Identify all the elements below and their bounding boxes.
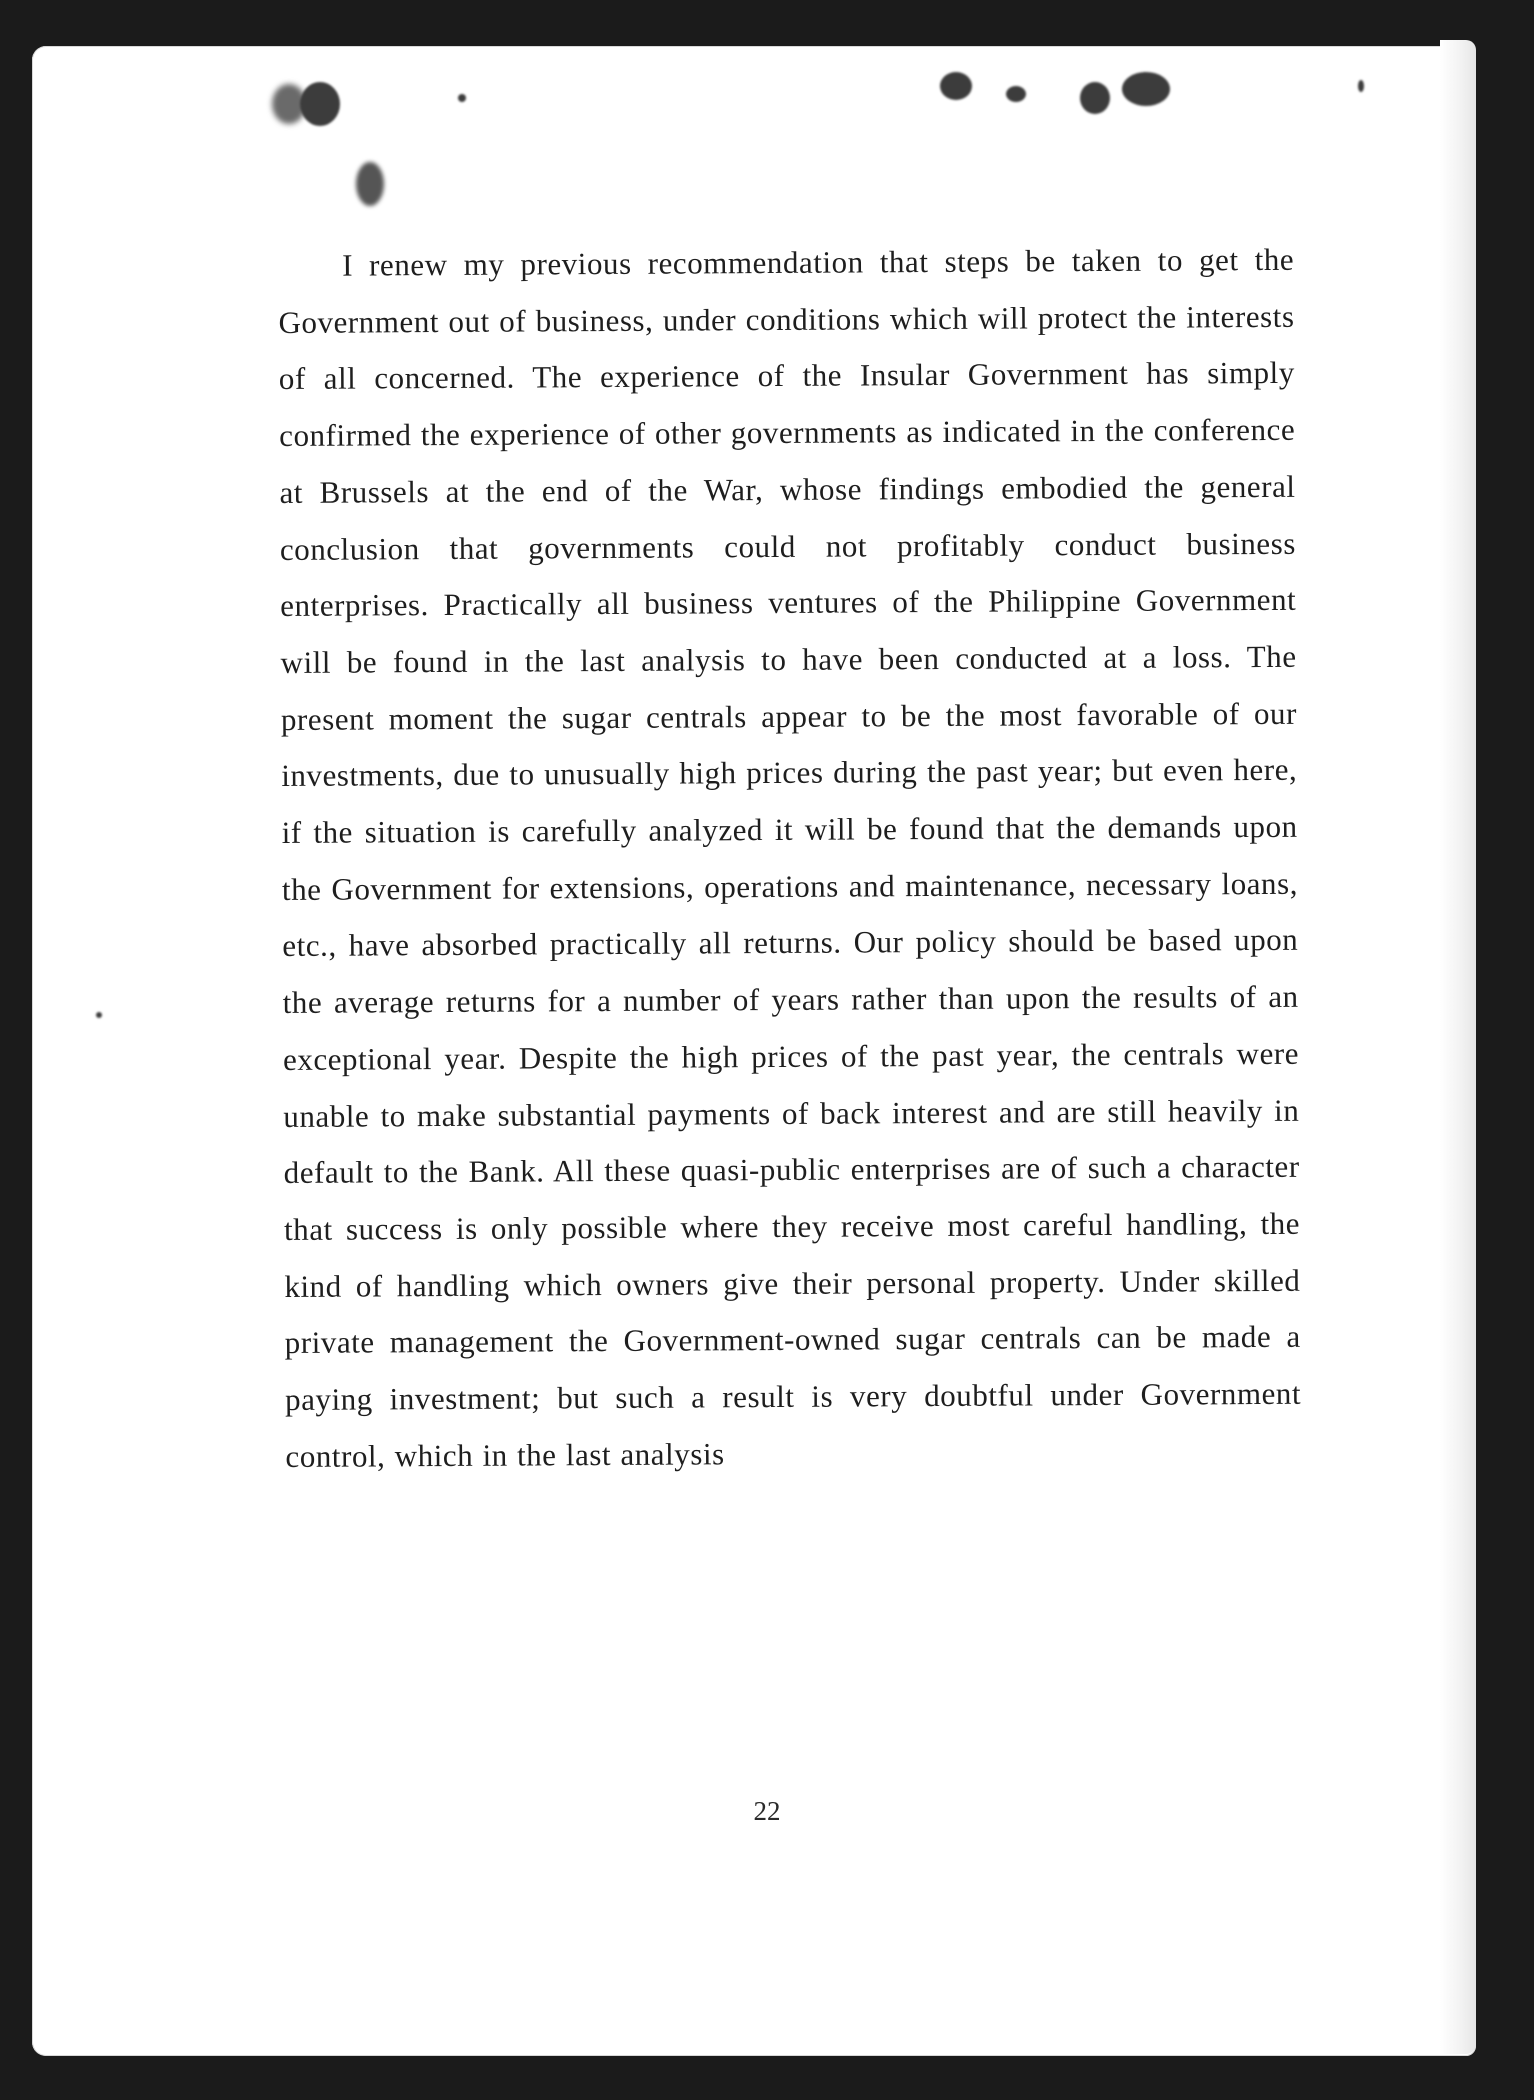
ink-blot bbox=[1006, 86, 1026, 102]
ink-blot bbox=[356, 162, 384, 206]
ink-blot bbox=[1080, 82, 1110, 114]
ink-blot bbox=[300, 82, 340, 126]
ink-blot bbox=[1122, 72, 1170, 106]
page-edge bbox=[1440, 40, 1476, 2054]
ink-blot bbox=[96, 1012, 102, 1018]
ink-blot bbox=[458, 94, 466, 102]
ink-blot bbox=[1358, 80, 1364, 92]
ink-blot bbox=[940, 72, 972, 100]
body-paragraph: I renew my previous recommendation that steps be taken to get the Government out of business, under conditions which will protect the interests of all concerned. The experience of the Insular Government has simply confirmed the experience of other governments as indicated in the conference at Brussels at the end of the War, whose findings embodied the general conclusion that governments could not profitably conduct business enterprises. Practically all business ventures of the Philippine Government will be found in the last analysis to have been conducted at a loss. The present moment the sugar centrals appear to be the most favorable of our investments, due to unusually high prices during the past year; but even here, if the situation is carefully analyzed it will be found that the demands upon the Government for extensions, operations and maintenance, necessary loans, etc., have absorbed practically all returns. Our policy should be based upon the average returns for a number of years rather than upon the results of an exceptional year. Despite the high prices of the past year, the centrals were unable to make substantial payments of back interest and are still heavily in default to the Bank. All these quasi-public enterprises are of such a character that success is only possible where they receive most careful handling, the kind of handling which owners give their personal property. Under skilled private management the Government-owned sugar centrals can be made a paying investment; but such a result is very doubtful under Government control, which in the last analysis bbox=[278, 241, 1302, 1474]
page-number: 22 bbox=[753, 1796, 781, 1826]
